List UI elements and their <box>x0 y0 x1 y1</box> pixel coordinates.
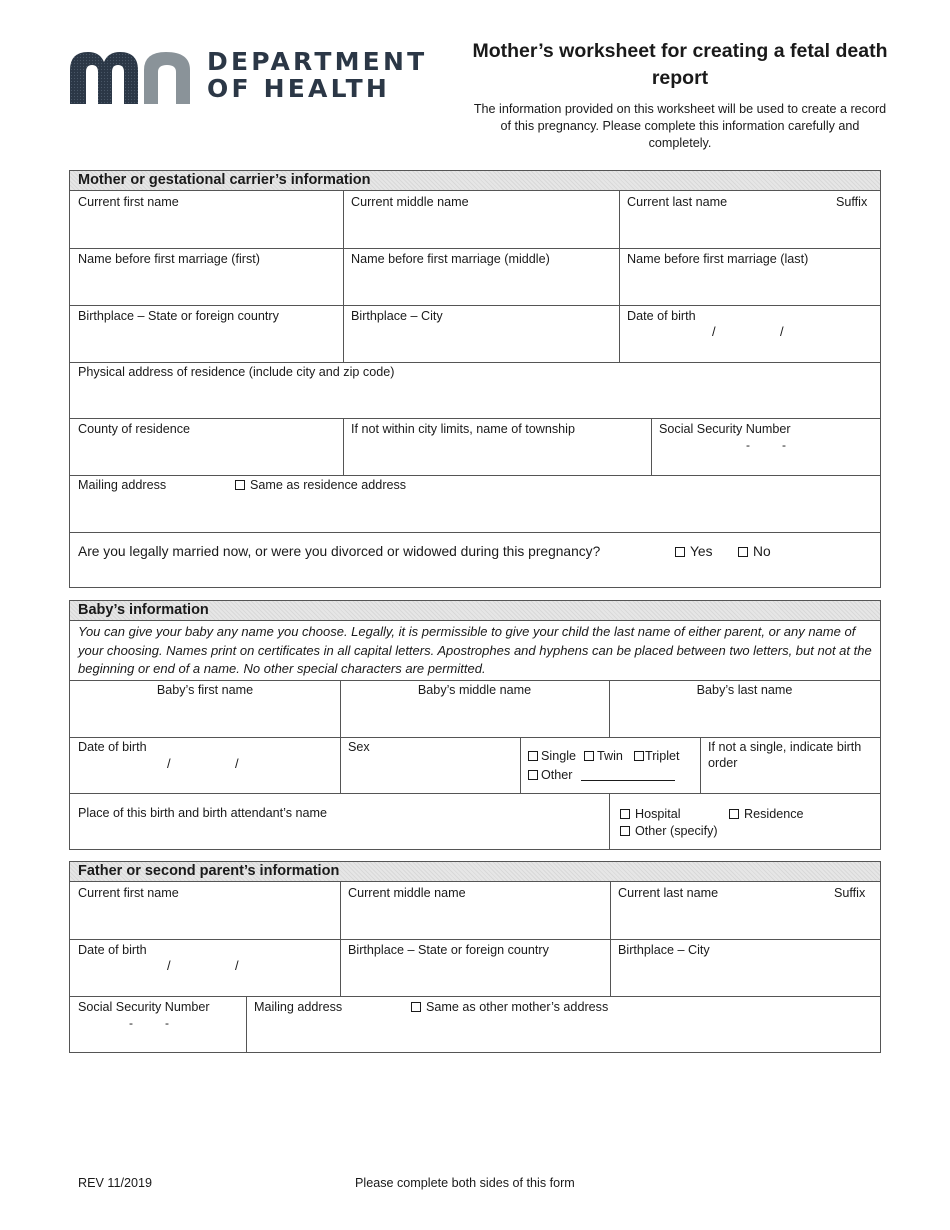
mother-birth-state-field[interactable]: Birthplace – State or foreign country <box>78 309 279 323</box>
mother-address-field[interactable]: Physical address of residence (include city and zip code) <box>78 365 395 379</box>
revision-label: REV 11/2019 <box>78 1176 152 1190</box>
mother-maiden-middle-field[interactable]: Name before first marriage (middle) <box>351 252 550 266</box>
other-place-checkbox[interactable]: Other (specify) <box>620 823 718 839</box>
checkbox-icon <box>528 770 538 780</box>
checkbox-icon <box>528 751 538 761</box>
father-birth-city-field[interactable]: Birthplace – City <box>618 943 710 957</box>
date-separator: / <box>167 756 171 771</box>
mother-last-name-field[interactable]: Current last name <box>627 195 728 209</box>
mother-county-field[interactable]: County of residence <box>78 422 191 436</box>
father-dob-field[interactable]: Date of birth <box>78 943 147 957</box>
mother-dob-field[interactable]: Date of birth <box>627 309 696 323</box>
checkbox-icon <box>411 1002 421 1012</box>
father-suffix-field[interactable]: Suffix <box>834 886 866 900</box>
mother-maiden-last-field[interactable]: Name before first marriage (last) <box>627 252 809 266</box>
checkbox-icon <box>675 547 685 557</box>
date-separator: / <box>235 756 239 771</box>
birth-order-field[interactable]: If not a single, indicate birth order <box>708 740 862 770</box>
mother-township-field[interactable]: If not within city limits, name of township <box>351 422 575 436</box>
baby-first-name-field[interactable]: Baby’s first name <box>156 683 254 697</box>
father-mailing-field[interactable]: Mailing address <box>254 1000 343 1014</box>
footer-note: Please complete both sides of this form <box>355 1176 575 1190</box>
mother-suffix-field[interactable]: Suffix <box>836 195 868 209</box>
page-title: Mother’s worksheet for creating a fetal death report <box>472 40 888 89</box>
single-checkbox[interactable]: Single <box>528 748 576 764</box>
baby-name-instructions: You can give your baby any name you choose. Legally, it is permissible to give your child the last name of either parent, or any name of your choosing. Names print on certificates in all capital letters. Apostrophes and hyphens can be placed between two letters, but not at the beginning or end of a name. No other special characters are permitted. <box>78 624 872 676</box>
intro-text: The information provided on this worksheet will be used to create a record of this pregnancy. Please complete this information carefully and completely. <box>473 102 887 150</box>
baby-sex-field[interactable]: Sex <box>348 740 370 754</box>
date-separator: / <box>167 958 171 973</box>
same-as-mother-checkbox[interactable]: Same as other mother’s address <box>411 999 608 1015</box>
ssn-separator: - <box>746 438 750 452</box>
ssn-separator: - <box>129 1016 133 1030</box>
same-as-residence-checkbox[interactable]: Same as residence address <box>235 477 406 493</box>
mother-first-name-field[interactable]: Current first name <box>78 195 179 209</box>
ssn-separator: - <box>782 438 786 452</box>
checkbox-icon <box>235 480 245 490</box>
father-birth-state-field[interactable]: Birthplace – State or foreign country <box>348 943 549 957</box>
father-first-name-field[interactable]: Current first name <box>78 886 179 900</box>
logo-line-2: OF HEALTH <box>207 74 390 103</box>
checkbox-icon <box>634 751 644 761</box>
married-no-checkbox[interactable]: No <box>738 544 771 560</box>
birth-place-field[interactable]: Place of this birth and birth attendant’s name <box>78 806 327 820</box>
mother-section-heading: Mother or gestational carrier’s information <box>70 171 880 191</box>
father-section-heading: Father or second parent’s information <box>70 862 880 882</box>
logo-line-1: DEPARTMENT <box>207 47 428 76</box>
married-yes-checkbox[interactable]: Yes <box>675 544 713 560</box>
checkbox-icon <box>620 809 630 819</box>
baby-dob-field[interactable]: Date of birth <box>78 740 147 754</box>
ssn-separator: - <box>165 1016 169 1030</box>
mother-middle-name-field[interactable]: Current middle name <box>351 195 469 209</box>
father-last-name-field[interactable]: Current last name <box>618 886 719 900</box>
baby-last-name-field[interactable]: Baby’s last name <box>696 683 793 697</box>
other-multiple-checkbox[interactable]: Other <box>528 767 675 783</box>
triplet-checkbox[interactable]: Triplet <box>634 748 680 764</box>
residence-checkbox[interactable]: Residence <box>729 806 804 822</box>
checkbox-icon <box>729 809 739 819</box>
father-middle-name-field[interactable]: Current middle name <box>348 886 466 900</box>
date-separator: / <box>235 958 239 973</box>
date-separator: / <box>712 324 716 339</box>
other-blank-line <box>581 780 675 781</box>
mother-mailing-field[interactable]: Mailing address <box>78 478 167 492</box>
baby-middle-name-field[interactable]: Baby’s middle name <box>417 683 532 697</box>
mother-section <box>69 170 881 588</box>
father-ssn-field[interactable]: Social Security Number <box>78 1000 210 1014</box>
twin-checkbox[interactable]: Twin <box>584 748 623 764</box>
mother-ssn-field[interactable]: Social Security Number <box>659 422 791 436</box>
mother-maiden-first-field[interactable]: Name before first marriage (first) <box>78 252 260 266</box>
checkbox-icon <box>620 826 630 836</box>
checkbox-icon <box>584 751 594 761</box>
baby-section-heading: Baby’s information <box>70 601 880 621</box>
father-section <box>69 861 881 1053</box>
hospital-checkbox[interactable]: Hospital <box>620 806 681 822</box>
baby-section <box>69 600 881 850</box>
checkbox-icon <box>738 547 748 557</box>
mother-birth-city-field[interactable]: Birthplace – City <box>351 309 443 323</box>
married-question: Are you legally married now, or were you divorced or widowed during this pregnancy? <box>78 544 601 559</box>
department-of-health-wordmark <box>207 48 427 102</box>
date-separator: / <box>780 324 784 339</box>
